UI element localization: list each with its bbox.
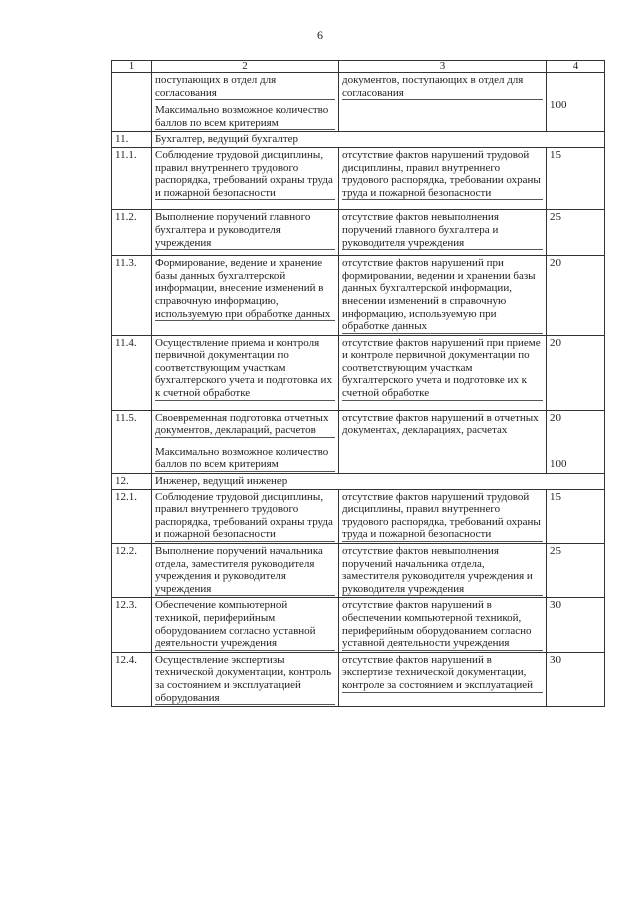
criterion-cell: [152, 210, 339, 256]
column-header: 4: [547, 61, 605, 73]
table-row: [112, 410, 605, 473]
score-cell: 25: [547, 544, 605, 598]
row-number: 11.3.: [112, 256, 152, 336]
criterion-text: Формирование, ведение и хранение базы данных бухгалтерской информации, внесение изменений в справочную информацию, используемую при обработке данных: [155, 257, 335, 321]
table-header-row: [112, 61, 605, 73]
row-number: 12.1.: [112, 489, 152, 543]
criterion-cell: [152, 652, 339, 706]
criterion-cell: [152, 544, 339, 598]
indicator-text: документов, поступающих в отдел для согласования: [342, 74, 543, 100]
criterion-cell: [152, 147, 339, 209]
section-number: 11.: [112, 132, 152, 148]
table-row: [112, 147, 605, 209]
table-row: [112, 489, 605, 543]
score-cell: [547, 410, 605, 473]
criterion-cell: [152, 73, 339, 132]
criterion-text: поступающих в отдел для согласования: [155, 74, 335, 100]
indicator-cell: [339, 210, 547, 256]
indicator-text: отсутствие фактов нарушений трудовой дисциплины, правил внутреннего трудового распорядка, требовании охраны труда и пожарной безопасности: [342, 149, 543, 200]
criterion-cell: [152, 335, 339, 410]
indicator-cell: [339, 256, 547, 336]
total-label: Максимально возможное количество баллов по всем критериям: [155, 446, 335, 472]
score-cell: 30: [547, 598, 605, 652]
indicator-cell: [339, 73, 547, 132]
criterion-text: Соблюдение трудовой дисциплины, правил внутреннего трудового распорядка, требований охраны труда и пожарной безопасности: [155, 491, 335, 542]
section-row: [112, 132, 605, 148]
table-row: [112, 652, 605, 706]
total-label: Максимально возможное количество баллов по всем критериям: [155, 104, 335, 130]
criterion-cell: [152, 598, 339, 652]
criterion-text: Выполнение поручений главного бухгалтера и руководителя учреждения: [155, 211, 335, 250]
criterion-text: Осуществление приема и контроля первичной документации по соответствующим участкам бухгалтерского учета и подготовка их к счетной обработке: [155, 337, 335, 401]
table-row: [112, 73, 605, 132]
section-row: [112, 474, 605, 490]
page-number: 6: [317, 28, 323, 42]
score-cell: 25: [547, 210, 605, 256]
score-cell: 20: [547, 256, 605, 336]
total-value: 100: [550, 457, 567, 470]
row-number: 12.3.: [112, 598, 152, 652]
indicator-cell: [339, 544, 547, 598]
indicator-text: отсутствие фактов нарушений трудовой дисциплины, правил внутреннего трудового распорядка, требований охраны труда и пожарной безопасности: [342, 491, 543, 542]
score-text: [550, 74, 601, 99]
criterion-cell: [152, 256, 339, 336]
criteria-table: [111, 60, 605, 707]
table-row: [112, 335, 605, 410]
score-text: 20: [550, 411, 561, 424]
score-cell: 30: [547, 652, 605, 706]
column-header: 3: [339, 61, 547, 73]
indicator-cell: [339, 335, 547, 410]
column-header: 1: [112, 61, 152, 73]
table-row: [112, 598, 605, 652]
table-row: [112, 256, 605, 336]
row-number: 11.1.: [112, 147, 152, 209]
row-number: 11.4.: [112, 335, 152, 410]
score-cell: [547, 73, 605, 132]
criterion-text: Осуществление экспертизы технической документации, контроль за состоянием и эксплуатацией оборудования: [155, 654, 335, 705]
row-number: 11.2.: [112, 210, 152, 256]
indicator-cell: [339, 652, 547, 706]
table-row: [112, 210, 605, 256]
row-number: 12.2.: [112, 544, 152, 598]
section-number: 12.: [112, 474, 152, 490]
indicator-cell: [339, 147, 547, 209]
indicator-text: отсутствие фактов нарушений в экспертизе технической документации, контроле за состоянием и эксплуатацией: [342, 654, 543, 693]
indicator-text: отсутствие фактов нарушений в обеспечении компьютерной техникой, периферийным оборудованием согласно уставной деятельности учреждения: [342, 599, 543, 650]
criterion-text: Своевременная подготовка отчетных документов, деклараций, расчетов: [155, 412, 335, 438]
column-header: 2: [152, 61, 339, 73]
indicator-text: отсутствие фактов нарушений при формировании, ведении и хранении базы данных бухгалтерской информации, внесении изменений в справочную информацию, используемую при обработке данных: [342, 257, 543, 334]
indicator-text: отсутствие фактов невыполнения поручений главного бухгалтера и руководителя учреждения: [342, 211, 543, 250]
indicator-text: отсутствие фактов невыполнения поручений начальника отдела, заместителя руководителя учреждения и руководителя учреждения: [342, 545, 543, 596]
criterion-cell: [152, 410, 339, 473]
score-cell: 15: [547, 489, 605, 543]
criterion-cell: [152, 489, 339, 543]
row-number: [112, 73, 152, 132]
criterion-text: Выполнение поручений начальника отдела, заместителя руководителя учреждения и руководителя учреждения: [155, 545, 335, 596]
score-cell: 20: [547, 335, 605, 410]
criterion-text: Обеспечение компьютерной техникой, периферийным оборудованием согласно уставной деятельности учреждения: [155, 599, 335, 650]
row-number: 12.4.: [112, 652, 152, 706]
indicator-cell: [339, 598, 547, 652]
section-title: Бухгалтер, ведущий бухгалтер: [152, 132, 605, 148]
row-number: 11.5.: [112, 410, 152, 473]
indicator-cell: [339, 489, 547, 543]
criterion-text: Соблюдение трудовой дисциплины, правил внутреннего трудового распорядка, требований охраны труда и пожарной безопасности: [155, 149, 335, 200]
total-value: 100: [550, 99, 567, 111]
indicator-cell: [339, 410, 547, 473]
score-cell: 15: [547, 147, 605, 209]
indicator-text: отсутствие фактов нарушений в отчетных документах, декларациях, расчетах: [342, 411, 539, 437]
table-row: [112, 544, 605, 598]
indicator-text: отсутствие фактов нарушений при приеме и контроле первичной документации по соответствующим участкам бухгалтерского учета и подготовке их к счетной обработке: [342, 337, 543, 401]
section-title: Инженер, ведущий инженер: [152, 474, 605, 490]
